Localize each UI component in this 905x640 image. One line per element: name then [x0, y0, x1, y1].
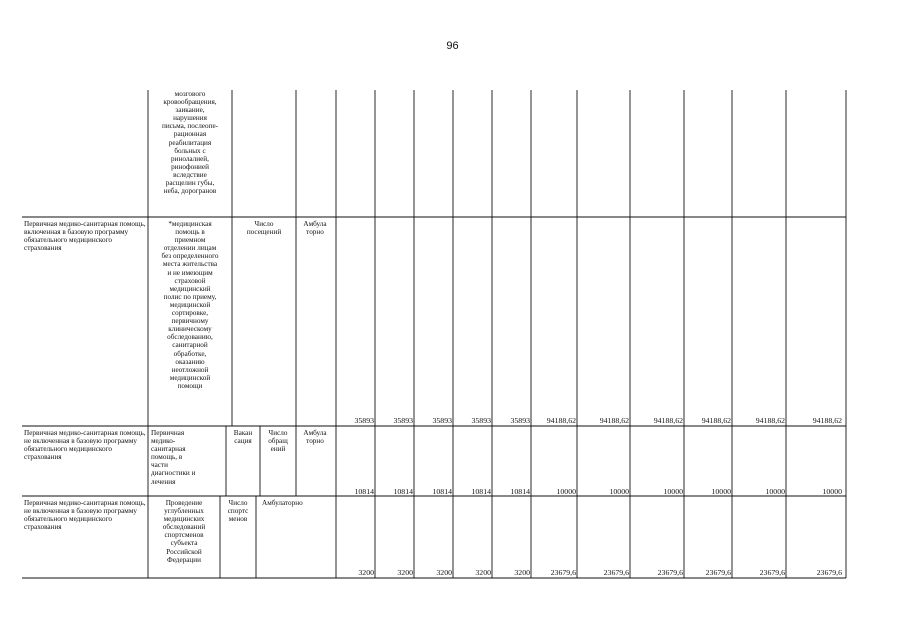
row4-value-2: 3200: [397, 568, 413, 577]
row1-content: мозгового кровообращения, заикание, нарушения письма, послеопе- рационная реабилитация больных с ринолалией, ринофонией вследствие расщелин губы, неба, дорогранов: [161, 90, 219, 196]
row4-value-1: 3200: [358, 568, 374, 577]
row2-value-1: 35893: [354, 416, 374, 425]
row3-value-6: 10000: [556, 487, 576, 496]
row4-content: Проведение углубленных медицинских обследований спортсменов субъекта Российской Федерации: [162, 499, 206, 564]
row2-condition: Амбула торно: [303, 220, 327, 237]
row2-value-6: 94188,62: [546, 416, 576, 425]
row4-value-3: 3200: [436, 568, 452, 577]
row4-value-6: 23679,6: [550, 568, 576, 577]
row3-condition: Амбула торно: [303, 429, 327, 446]
row4-section: Первичная медико-санитарная помощь, не включенная в базовую программу обязательного медицинского страхования: [24, 499, 146, 532]
row4-value-8: 23679,6: [657, 568, 683, 577]
row3-value-7: 10000: [609, 487, 629, 496]
row3-value-10: 10000: [765, 487, 785, 496]
row3-section: Первичная медико-санитарная помощь, не включенная в базовую программу обязательного медицинского страхования: [24, 429, 146, 462]
row2-section: Первичная медико-санитарная помощь, включенная в базовую программу обязательного медицинского страхования: [24, 220, 146, 253]
row2-value-4: 35893: [471, 416, 491, 425]
row2-content: *медицинская помощь в приемном отделении лицам без определенного места жительства и не имеющим страховой медицинский полис по приему, медицинской сортировке, первичному клиническому обследованию, санитарной обработке, оказанию неотложной медицинской помощи: [161, 220, 219, 390]
row3-unit-b: Число обращ ений: [268, 429, 288, 454]
row3-value-1: 10814: [354, 487, 374, 496]
row2-value-5: 35893: [510, 416, 530, 425]
row3-value-2: 10814: [393, 487, 413, 496]
row2-value-8: 94188,62: [653, 416, 683, 425]
row4-value-10: 23679,6: [759, 568, 785, 577]
row4-value-7: 23679,6: [603, 568, 629, 577]
row2-value-3: 35893: [432, 416, 452, 425]
row3-unit-a: Вакан сация: [233, 429, 253, 446]
row3-value-11: 10000: [822, 487, 842, 496]
row2-value-7: 94188,62: [599, 416, 629, 425]
row2-value-2: 35893: [393, 416, 413, 425]
row2-value-9: 94188,62: [701, 416, 731, 425]
row3-content: Первичная медико- санитарная помощь, в части диагностики и лечения: [151, 429, 196, 486]
row3-value-3: 10814: [432, 487, 452, 496]
row4-value-4: 3200: [475, 568, 491, 577]
row4-value-5: 3200: [514, 568, 530, 577]
row4-value-9: 23679,6: [705, 568, 731, 577]
row2-unit: Число посещений: [246, 220, 282, 237]
row3-value-4: 10814: [471, 487, 491, 496]
row2-value-11: 94188,62: [812, 416, 842, 425]
row2-value-10: 94188,62: [755, 416, 785, 425]
page-number: 96: [446, 40, 459, 52]
row3-value-8: 10000: [663, 487, 683, 496]
row4-unit-b: Амбулаторно: [262, 499, 303, 507]
row3-value-5: 10814: [510, 487, 530, 496]
row4-unit-a: Число спортс менов: [227, 499, 249, 524]
row4-value-11: 23679,6: [816, 568, 842, 577]
row3-value-9: 10000: [711, 487, 731, 496]
